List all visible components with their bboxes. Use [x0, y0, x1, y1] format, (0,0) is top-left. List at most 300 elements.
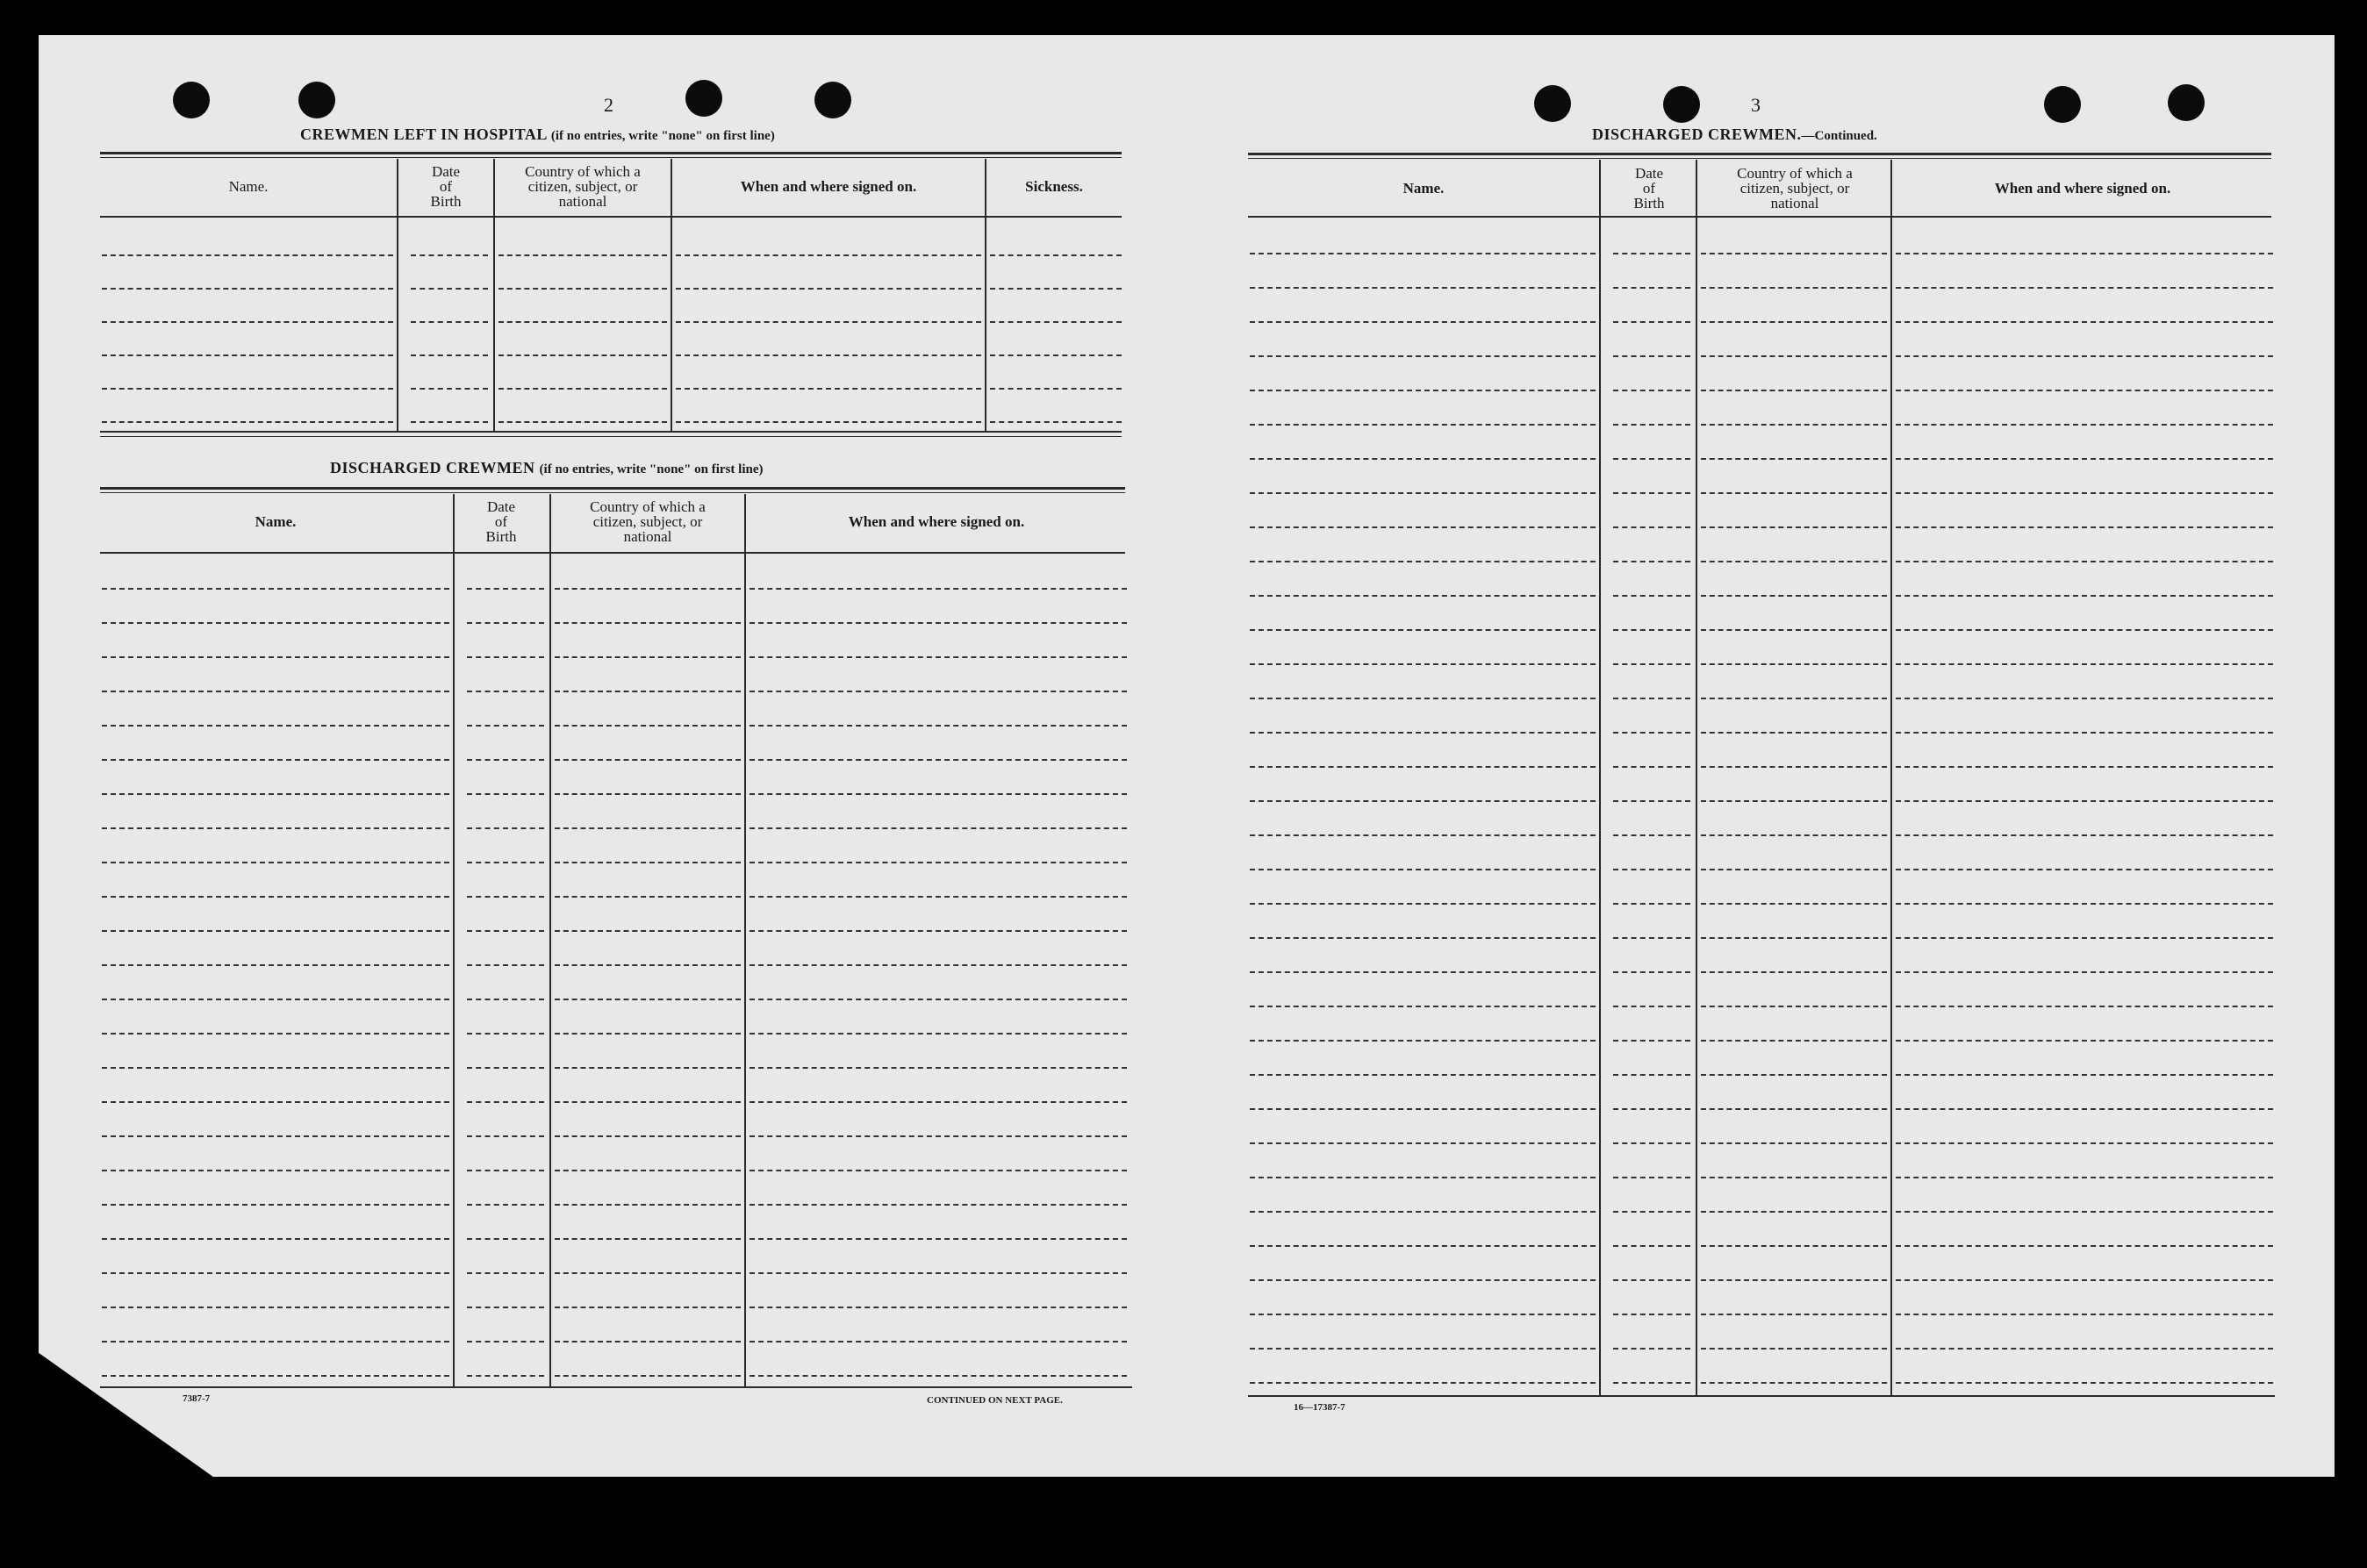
entry-line — [1613, 424, 1690, 426]
entry-line — [990, 354, 1122, 356]
entry-line — [1613, 629, 1690, 631]
continued-note: CONTINUED ON NEXT PAGE. — [927, 1395, 1063, 1406]
entry-line — [1701, 1142, 1887, 1144]
entry-line — [1896, 595, 2273, 597]
entry-line — [1613, 1074, 1690, 1076]
entry-line — [1896, 766, 2273, 768]
entry-line — [1613, 1006, 1690, 1007]
entry-line — [555, 622, 741, 624]
entry-line — [102, 725, 449, 727]
entry-line — [1701, 937, 1887, 939]
continued-top-rule — [1248, 153, 2271, 155]
discharged-col-divider — [744, 494, 746, 1386]
entry-line — [102, 862, 449, 863]
page-number: 2 — [604, 94, 613, 116]
entry-line — [750, 1135, 1127, 1137]
entry-line — [555, 588, 741, 590]
hospital-top-rule-thin — [100, 157, 1122, 158]
entry-line — [1613, 1382, 1690, 1384]
entry-line — [467, 1375, 544, 1377]
discharged-col-dob: Date of Birth — [485, 498, 517, 545]
entry-line — [467, 725, 544, 727]
entry-line — [750, 964, 1127, 966]
entry-line — [1896, 321, 2273, 323]
hospital-col-name: Name. — [228, 178, 269, 195]
entry-line — [1613, 732, 1690, 734]
entry-line — [102, 964, 449, 966]
entry-line — [411, 321, 488, 323]
punch-hole — [298, 82, 335, 118]
entry-line — [102, 354, 393, 356]
entry-line — [467, 691, 544, 692]
continued-col-country: Country of which a citizen, subject, or national — [1737, 165, 1853, 211]
continued-title-text: DISCHARGED CREWMEN. — [1592, 125, 1802, 143]
entry-line — [1896, 629, 2273, 631]
discharged-top-rule — [100, 487, 1125, 490]
entry-line — [1613, 903, 1690, 905]
hospital-col-divider — [671, 159, 672, 431]
entry-line — [1896, 1074, 2273, 1076]
entry-line — [467, 1204, 544, 1206]
entry-line — [1896, 1108, 2273, 1110]
entry-line — [1250, 800, 1596, 802]
hospital-header-rule — [100, 216, 1122, 218]
continued-col-name: Name. — [1402, 180, 1445, 197]
entry-line — [1896, 1245, 2273, 1247]
entry-line — [750, 1272, 1127, 1274]
entry-line — [555, 1101, 741, 1103]
entry-line — [1613, 1245, 1690, 1247]
entry-line — [1896, 1142, 2273, 1144]
entry-line — [1250, 1348, 1596, 1350]
entry-line — [1250, 663, 1596, 665]
entry-line — [1613, 869, 1690, 870]
entry-line — [1250, 629, 1596, 631]
discharged-col-divider — [453, 494, 455, 1386]
form-sheet — [39, 35, 2335, 1477]
entry-line — [1613, 766, 1690, 768]
entry-line — [1701, 390, 1887, 391]
entry-line — [1613, 1142, 1690, 1144]
entry-line — [1896, 287, 2273, 289]
entry-line — [467, 1272, 544, 1274]
entry-line — [1250, 355, 1596, 357]
entry-line — [467, 1067, 544, 1069]
entry-line — [102, 588, 449, 590]
entry-line — [555, 1375, 741, 1377]
entry-line — [499, 421, 667, 423]
entry-line — [1896, 1211, 2273, 1213]
entry-line — [1896, 971, 2273, 973]
entry-line — [555, 656, 741, 658]
entry-line — [1701, 800, 1887, 802]
entry-line — [1701, 355, 1887, 357]
entry-line — [1250, 698, 1596, 699]
entry-line — [1613, 595, 1690, 597]
entry-line — [1613, 1348, 1690, 1350]
entry-line — [1613, 561, 1690, 562]
entry-line — [1896, 355, 2273, 357]
entry-line — [1701, 595, 1887, 597]
entry-line — [1613, 253, 1690, 254]
punch-hole — [685, 80, 722, 117]
entry-line — [750, 999, 1127, 1000]
entry-line — [102, 254, 393, 256]
entry-line — [102, 321, 393, 323]
entry-line — [467, 656, 544, 658]
punch-hole — [1534, 85, 1571, 122]
entry-line — [411, 354, 488, 356]
entry-line — [1701, 526, 1887, 528]
entry-line — [1250, 390, 1596, 391]
entry-line — [1701, 663, 1887, 665]
continued-section-title — [1592, 125, 1877, 144]
entry-line — [1701, 458, 1887, 460]
entry-line — [102, 288, 393, 290]
hospital-col-divider — [397, 159, 398, 431]
entry-line — [1896, 903, 2273, 905]
entry-line — [1701, 1006, 1887, 1007]
entry-line — [750, 1033, 1127, 1035]
entry-line — [555, 862, 741, 863]
entry-line — [467, 622, 544, 624]
entry-line — [1250, 424, 1596, 426]
entry-line — [1896, 732, 2273, 734]
entry-line — [1250, 1108, 1596, 1110]
entry-line — [750, 1307, 1127, 1308]
entry-line — [1613, 834, 1690, 836]
entry-line — [102, 691, 449, 692]
entry-line — [102, 1238, 449, 1240]
entry-line — [102, 656, 449, 658]
entry-line — [555, 1135, 741, 1137]
continued-col-divider — [1599, 160, 1601, 1395]
entry-line — [411, 288, 488, 290]
entry-line — [750, 1341, 1127, 1342]
entry-line — [1613, 1279, 1690, 1281]
entry-line — [676, 421, 981, 423]
entry-line — [1701, 903, 1887, 905]
entry-line — [1701, 424, 1887, 426]
entry-line — [1250, 1279, 1596, 1281]
entry-line — [102, 1170, 449, 1171]
entry-line — [555, 1204, 741, 1206]
entry-line — [555, 725, 741, 727]
entry-line — [1613, 458, 1690, 460]
entry-line — [1613, 937, 1690, 939]
entry-line — [1701, 492, 1887, 494]
entry-line — [1250, 595, 1596, 597]
entry-line — [1896, 834, 2273, 836]
entry-line — [750, 691, 1127, 692]
hospital-bottom-rule — [100, 431, 1122, 433]
entry-line — [467, 964, 544, 966]
entry-line — [1250, 253, 1596, 254]
form-number-left: 7387-7 — [183, 1393, 211, 1404]
entry-line — [1613, 287, 1690, 289]
entry-line — [750, 656, 1127, 658]
entry-line — [990, 421, 1122, 423]
hospital-col-divider — [493, 159, 495, 431]
entry-line — [1250, 1006, 1596, 1007]
entry-line — [1613, 1211, 1690, 1213]
entry-line — [1250, 1314, 1596, 1315]
entry-line — [555, 1307, 741, 1308]
entry-line — [555, 1170, 741, 1171]
entry-line — [467, 1033, 544, 1035]
entry-line — [467, 1135, 544, 1137]
discharged-col-name: Name. — [255, 513, 297, 530]
entry-line — [1250, 766, 1596, 768]
entry-line — [411, 421, 488, 423]
entry-line — [750, 622, 1127, 624]
entry-line — [555, 999, 741, 1000]
entry-line — [1613, 355, 1690, 357]
entry-line — [750, 588, 1127, 590]
entry-line — [750, 1101, 1127, 1103]
hospital-col-signed: When and where signed on. — [740, 178, 917, 195]
discharged-title-text: DISCHARGED CREWMEN — [330, 459, 535, 476]
continued-col-dob: Date of Birth — [1633, 165, 1665, 211]
entry-line — [1896, 1279, 2273, 1281]
entry-line — [1250, 492, 1596, 494]
entry-line — [1896, 458, 2273, 460]
entry-line — [1896, 561, 2273, 562]
entry-line — [467, 930, 544, 932]
hospital-title-note: (if no entries, write "none" on first line) — [550, 129, 775, 143]
entry-line — [1250, 526, 1596, 528]
entry-line — [555, 1033, 741, 1035]
entry-line — [1896, 663, 2273, 665]
entry-line — [102, 1341, 449, 1342]
entry-line — [1896, 937, 2273, 939]
entry-line — [555, 1238, 741, 1240]
entry-line — [1250, 971, 1596, 973]
entry-line — [1250, 937, 1596, 939]
entry-line — [467, 759, 544, 761]
entry-line — [1250, 458, 1596, 460]
entry-line — [676, 288, 981, 290]
entry-line — [1701, 1245, 1887, 1247]
entry-line — [467, 1101, 544, 1103]
entry-line — [1613, 321, 1690, 323]
punch-hole — [2168, 84, 2205, 121]
entry-line — [1701, 834, 1887, 836]
entry-line — [102, 421, 393, 423]
continued-col-divider — [1890, 160, 1892, 1395]
entry-line — [411, 388, 488, 390]
entry-line — [1701, 1279, 1887, 1281]
discharged-col-signed: When and where signed on. — [848, 513, 1025, 530]
entry-line — [555, 759, 741, 761]
hospital-col-country: Country of which a citizen, subject, or national — [525, 163, 641, 210]
entry-line — [1896, 253, 2273, 254]
discharged-col-country: Country of which a citizen, subject, or national — [590, 498, 706, 545]
entry-line — [1613, 492, 1690, 494]
entry-line — [1896, 1314, 2273, 1315]
continued-col-divider — [1696, 160, 1697, 1395]
entry-line — [102, 827, 449, 829]
entry-line — [750, 1238, 1127, 1240]
entry-line — [1701, 1314, 1887, 1315]
entry-line — [1613, 971, 1690, 973]
entry-line — [1896, 800, 2273, 802]
entry-line — [1701, 253, 1887, 254]
entry-line — [1613, 1314, 1690, 1315]
entry-line — [555, 827, 741, 829]
entry-line — [1896, 869, 2273, 870]
entry-line — [1250, 1177, 1596, 1178]
form-number-right: 16—17387-7 — [1294, 1402, 1345, 1413]
entry-line — [102, 1033, 449, 1035]
entry-line — [1250, 561, 1596, 562]
entry-line — [1250, 732, 1596, 734]
entry-line — [1613, 663, 1690, 665]
hospital-title-text: CREWMEN LEFT IN HOSPITAL — [300, 125, 547, 143]
entry-line — [750, 1375, 1127, 1377]
entry-line — [102, 1375, 449, 1377]
entry-line — [1701, 561, 1887, 562]
entry-line — [1250, 834, 1596, 836]
entry-line — [102, 388, 393, 390]
entry-line — [1250, 321, 1596, 323]
entry-line — [467, 1341, 544, 1342]
entry-line — [990, 288, 1122, 290]
entry-line — [102, 759, 449, 761]
entry-line — [1896, 492, 2273, 494]
entry-line — [467, 1238, 544, 1240]
entry-line — [467, 999, 544, 1000]
entry-line — [1613, 1108, 1690, 1110]
entry-line — [102, 896, 449, 898]
entry-line — [102, 1307, 449, 1308]
entry-line — [750, 793, 1127, 795]
entry-line — [102, 1067, 449, 1069]
hospital-section-title — [300, 125, 775, 144]
entry-line — [102, 1101, 449, 1103]
entry-line — [102, 1135, 449, 1137]
entry-line — [750, 1170, 1127, 1171]
entry-line — [676, 388, 981, 390]
entry-line — [750, 930, 1127, 932]
entry-line — [1250, 1040, 1596, 1042]
entry-line — [1896, 390, 2273, 391]
hospital-col-sickness: Sickness. — [1025, 178, 1083, 195]
page-number: 3 — [1751, 94, 1761, 116]
entry-line — [1896, 1177, 2273, 1178]
entry-line — [499, 388, 667, 390]
entry-line — [1896, 1382, 2273, 1384]
entry-line — [1701, 1382, 1887, 1384]
entry-line — [1701, 971, 1887, 973]
entry-line — [102, 622, 449, 624]
entry-line — [990, 254, 1122, 256]
entry-line — [1896, 1006, 2273, 1007]
entry-line — [102, 999, 449, 1000]
entry-line — [1613, 800, 1690, 802]
discharged-col-divider — [549, 494, 551, 1386]
entry-line — [750, 896, 1127, 898]
entry-line — [1613, 390, 1690, 391]
discharged-section-title — [330, 459, 763, 477]
entry-line — [467, 1307, 544, 1308]
entry-line — [467, 1170, 544, 1171]
hospital-col-divider — [985, 159, 986, 431]
discharged-top-rule-thin — [100, 492, 1125, 493]
entry-line — [1613, 1177, 1690, 1178]
entry-line — [1701, 732, 1887, 734]
entry-line — [499, 354, 667, 356]
entry-line — [467, 588, 544, 590]
entry-line — [499, 288, 667, 290]
discharged-header-rule — [100, 552, 1125, 554]
entry-line — [990, 388, 1122, 390]
entry-line — [750, 759, 1127, 761]
entry-line — [1896, 424, 2273, 426]
entry-line — [555, 793, 741, 795]
entry-line — [1701, 766, 1887, 768]
entry-line — [990, 321, 1122, 323]
entry-line — [750, 862, 1127, 863]
entry-line — [750, 725, 1127, 727]
entry-line — [555, 691, 741, 692]
punch-hole — [173, 82, 210, 118]
entry-line — [1250, 1382, 1596, 1384]
entry-line — [467, 862, 544, 863]
continued-bottom-rule — [1248, 1395, 2275, 1397]
entry-line — [1613, 526, 1690, 528]
entry-line — [1701, 1348, 1887, 1350]
discharged-bottom-rule — [100, 1386, 1132, 1388]
hospital-top-rule — [100, 152, 1122, 154]
entry-line — [1701, 869, 1887, 870]
entry-line — [102, 1204, 449, 1206]
entry-line — [102, 930, 449, 932]
entry-line — [1250, 287, 1596, 289]
entry-line — [750, 1067, 1127, 1069]
entry-line — [1701, 321, 1887, 323]
entry-line — [1701, 698, 1887, 699]
entry-line — [1250, 1211, 1596, 1213]
entry-line — [1701, 629, 1887, 631]
entry-line — [1250, 903, 1596, 905]
entry-line — [1250, 1142, 1596, 1144]
entry-line — [499, 321, 667, 323]
entry-line — [467, 896, 544, 898]
entry-line — [676, 254, 981, 256]
entry-line — [499, 254, 667, 256]
entry-line — [411, 254, 488, 256]
entry-line — [1896, 526, 2273, 528]
entry-line — [1250, 1245, 1596, 1247]
hospital-col-dob: Date of Birth — [430, 163, 462, 210]
entry-line — [750, 827, 1127, 829]
entry-line — [1701, 1040, 1887, 1042]
entry-line — [1250, 869, 1596, 870]
entry-line — [1701, 1177, 1887, 1178]
entry-line — [1701, 287, 1887, 289]
continued-col-signed: When and where signed on. — [1994, 180, 2171, 197]
continued-top-rule-thin — [1248, 158, 2271, 159]
discharged-title-note: (if no entries, write "none" on first line) — [539, 462, 764, 476]
punch-hole — [1663, 86, 1700, 123]
entry-line — [1613, 1040, 1690, 1042]
entry-line — [1896, 698, 2273, 699]
entry-line — [676, 321, 981, 323]
hospital-bottom-rule-thin — [100, 436, 1122, 437]
entry-line — [555, 1272, 741, 1274]
entry-line — [1701, 1074, 1887, 1076]
